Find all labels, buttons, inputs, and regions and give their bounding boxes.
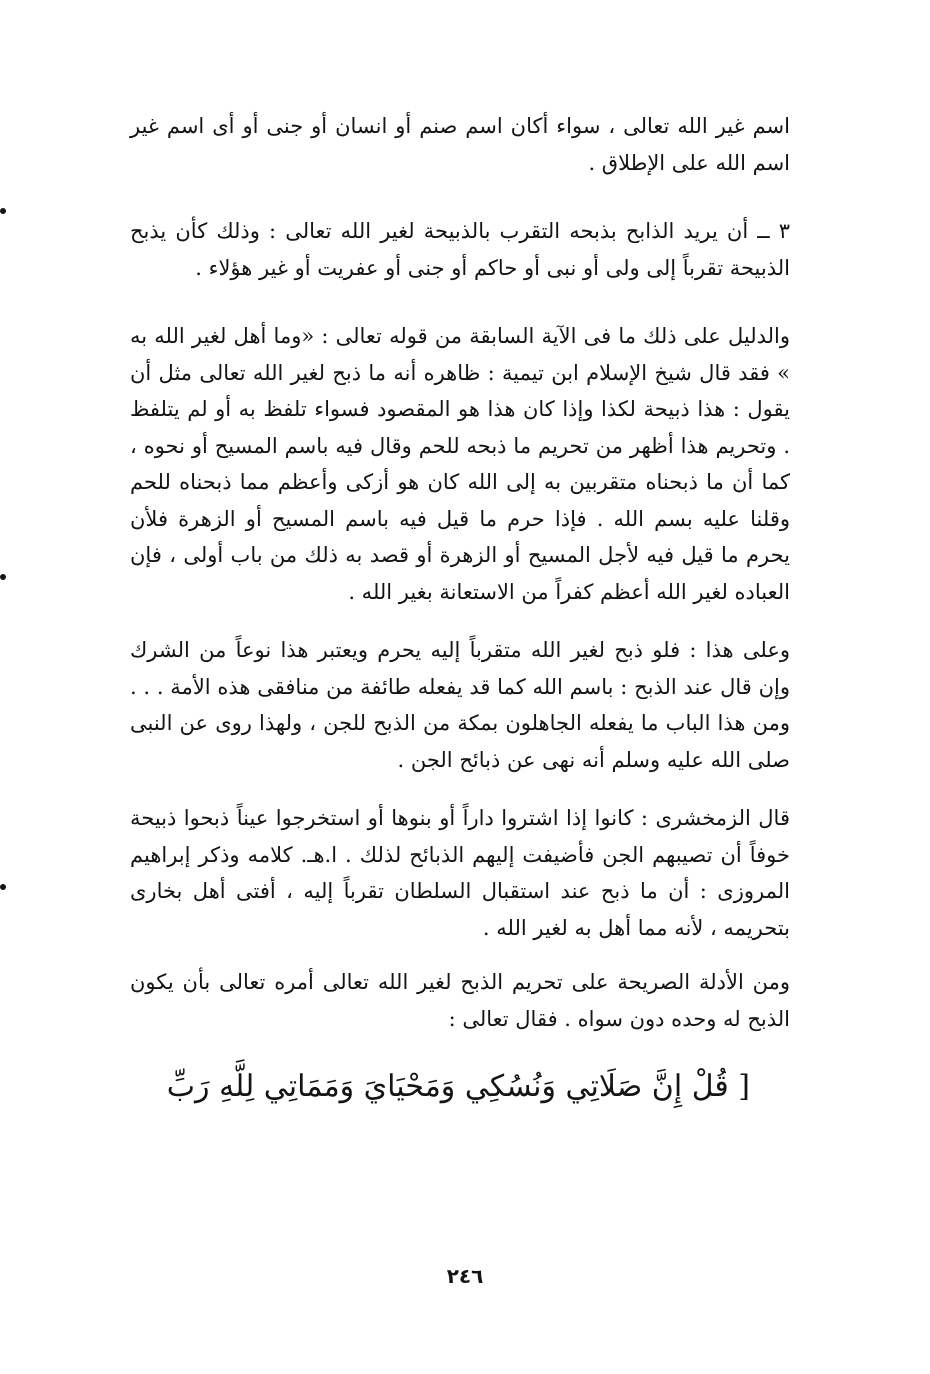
paragraph-2: ٣ ــ أن يريد الذابح بذبحه التقرب بالذبيحة لغير الله تعالى : وذلك كأن يذبح الذبيحة تقرباً إلى ولى أو نبى أو حاكم أو جنى أو عفريت أو غير هؤلاء .	[130, 219, 790, 280]
paragraph-6: ومن الأدلة الصريحة على تحريم الذبح لغير الله تعالى أمره تعالى بأن يكون الذبح له وحده دون سواه . فقال تعالى :	[130, 970, 790, 1031]
quran-verse: [ قُلْ إِنَّ صَلَاتِي وَنُسُكِي وَمَحْيَايَ وَمَمَاتِي لِلَّهِ رَبِّ	[166, 1069, 750, 1104]
page-number: ٢٤٦	[446, 1264, 484, 1288]
scan-edge-mark	[0, 884, 6, 890]
scan-edge-mark	[0, 208, 6, 214]
paragraph-1: اسم غير الله تعالى ، سواء أكان اسم صنم أو انسان أو جنى أو أى اسم غير اسم الله على الإطلاق .	[130, 114, 790, 175]
paragraph-3: والدليل على ذلك ما فى الآية السابقة من قوله تعالى : «وما أهل لغير الله به » فقد قال شيخ الإسلام ابن تيمية : ظاهره أنه ما ذبح لغير الله تعالى مثل أن يقول : هذا ذبيحة لكذا وإذا كان هذا هو المقصود فسواء تلفظ به أو لم يتلفظ . وتحريم هذا أظهر من تحريم ما ذبحه للحم وقال فيه باسم المسيح أو نحوه ، كما أن ما ذبحناه متقربين به إلى الله كان هو أزكى وأعظم مما ذبحناه للحم وقلنا عليه بسم الله . فإذا حرم ما قيل فيه باسم المسيح أو الزهرة فلأن يحرم ما قيل فيه لأجل المسيح أو الزهرة أو قصد به ذلك من باب أولى ، فإن العباده لغير الله أعظم كفراً من الاستعانة بغير الله .	[130, 324, 790, 604]
scan-edge-mark	[0, 574, 6, 580]
paragraph-5: قال الزمخشرى : كانوا إذا اشتروا داراً أو بنوها أو استخرجوا عيناً ذبحوا ذبيحة خوفاً أن تصيبهم الجن فأضيفت إليهم الذبائح لذلك . ا.هـ. كلامه وذكر إبراهيم المروزى : أن ما ذبح عند استقبال السلطان تقرباً إليه ، أفتى أهل بخارى بتحريمه ، لأنه مما أهل به لغير الله .	[130, 806, 790, 940]
paragraph-4: وعلى هذا : فلو ذبح لغير الله متقرباً إليه يحرم ويعتبر هذا نوعاً من الشرك وإن قال عند الذبح : باسم الله كما قد يفعله طائفة من منافقى هذه الأمة . . . ومن هذا الباب ما يفعله الجاهلون بمكة من الذبح للجن ، ولهذا روى عن النبى صلى الله عليه وسلم أنه نهى عن ذبائح الجن .	[130, 638, 790, 772]
page-body	[130, 108, 790, 1111]
